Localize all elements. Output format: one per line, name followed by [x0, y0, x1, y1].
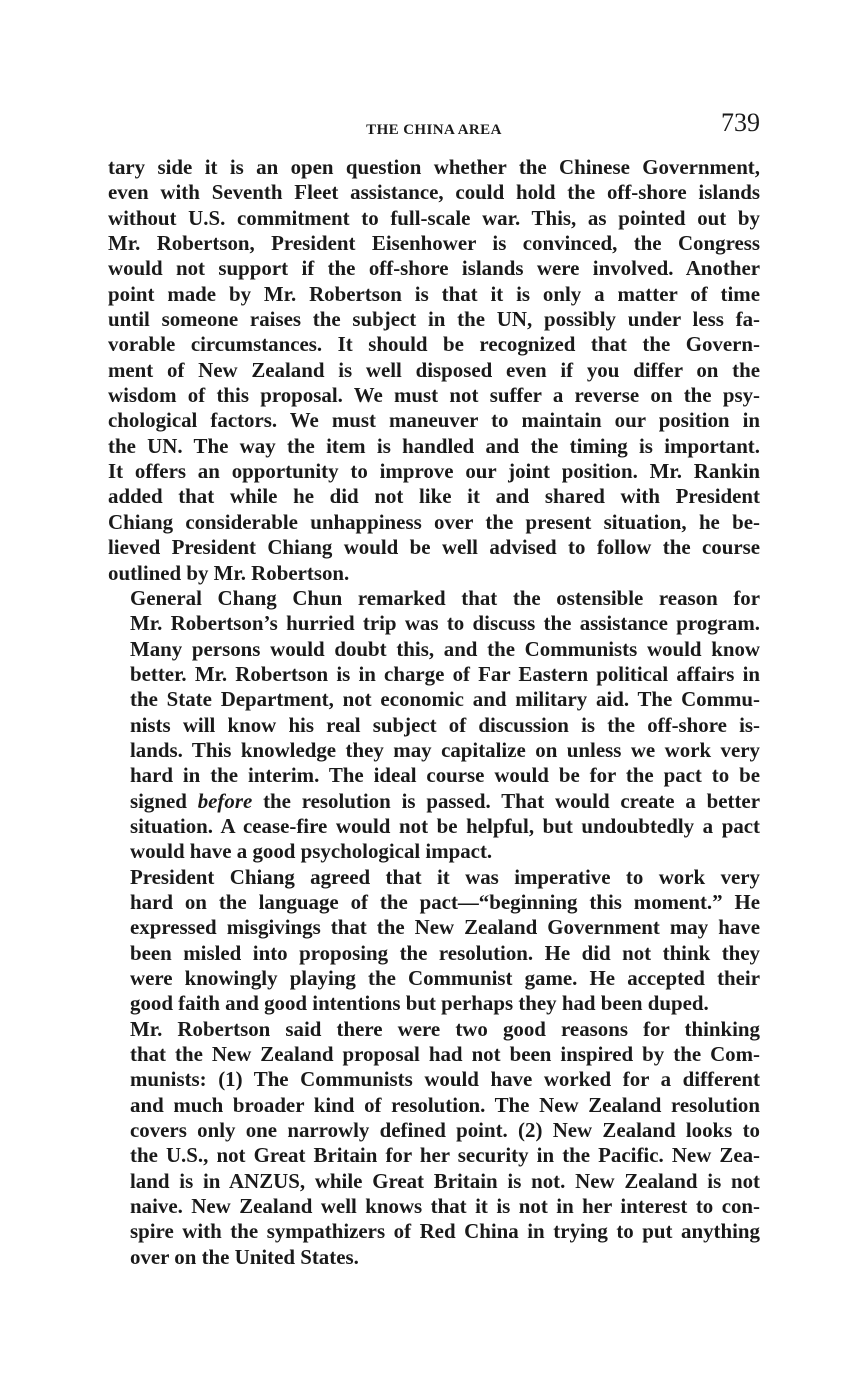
text-line: outlined by Mr. Robertson.: [108, 560, 350, 585]
text-line: point made by Mr. Robertson is that it is only a matter of time: [108, 281, 760, 306]
text-line: munists: (1) The Communists would have worked for a different: [130, 1067, 760, 1092]
text-line: lands. This knowledge they may capitalize on unless we work very: [130, 737, 760, 762]
text-line: would have a good psychological impact.: [130, 839, 493, 864]
text-line: the State Department, not economic and military aid. The Commu-: [130, 687, 760, 712]
text-line: the UN. The way the item is handled and the timing is important.: [108, 433, 760, 458]
paragraph-2: [108, 586, 760, 865]
text-line: good faith and good intentions but perhaps they had been duped.: [130, 991, 709, 1016]
text-line: even with Seventh Fleet assistance, could hold the off-shore islands: [108, 180, 760, 205]
text-line: until someone raises the subject in the UN, possibly under less fa-: [108, 307, 760, 332]
text-line: Many persons would doubt this, and the Communists would know: [130, 636, 760, 661]
running-title: THE CHINA AREA: [366, 122, 502, 138]
paragraph-3: [108, 865, 760, 1017]
text-line: ment of New Zealand is well disposed even if you differ on the: [108, 357, 760, 382]
text-line: better. Mr. Robertson is in charge of Far Eastern political affairs in: [130, 661, 760, 686]
text-line: President Chiang agreed that it was imperative to work very: [130, 864, 760, 889]
body-text: [108, 155, 760, 1270]
text-line: added that while he did not like it and shared with President: [108, 484, 760, 509]
text-line: land is in ANZUS, while Great Britain is not. New Zealand is not: [130, 1168, 760, 1193]
text-segment: signed: [130, 788, 198, 813]
text-line: expressed misgivings that the New Zealand Government may have: [130, 915, 760, 940]
text-line: over on the United States.: [130, 1244, 359, 1269]
text-line: and much broader kind of resolution. The New Zealand resolution: [130, 1092, 760, 1117]
text-line: hard on the language of the pact—“beginning this moment.” He: [130, 889, 760, 914]
text-line: would not support if the off-shore islands were involved. Another: [108, 256, 760, 281]
text-line: were knowingly playing the Communist game. He accepted their: [130, 966, 760, 990]
text-line: Mr. Robertson’s hurried trip was to discuss the assistance program.: [130, 611, 760, 636]
text-line: vorable circumstances. It should be recognized that the Govern-: [108, 332, 760, 357]
text-line: Mr. Robertson, President Eisenhower is convinced, the Congress: [108, 231, 760, 256]
text-line: covers only one narrowly defined point. (2) New Zealand looks to: [130, 1118, 760, 1143]
paragraph-4: [108, 1017, 760, 1270]
text-line: naive. New Zealand well knows that it is not in her interest to con-: [130, 1194, 760, 1219]
text-line: General Chang Chun remarked that the ostensible reason for: [130, 585, 760, 610]
page-number: 739: [721, 108, 760, 137]
text-line: the U.S., not Great Britain for her security in the Pacific. New Zea-: [130, 1143, 760, 1168]
text-line: that the New Zealand proposal had not been inspired by the Com-: [130, 1042, 760, 1067]
text-line: [108, 789, 760, 814]
text-line: Mr. Robertson said there were two good reasons for thinking: [130, 1016, 760, 1041]
text-line: tary side it is an open question whether the Chinese Government,: [108, 155, 760, 179]
text-line: lieved President Chiang would be well advised to follow the course: [108, 535, 760, 560]
text-segment: the resolution is passed. That would create a better: [252, 788, 760, 813]
text-line: without U.S. commitment to full-scale war. This, as pointed out by: [108, 205, 760, 230]
text-line: spire with the sympathizers of Red China in trying to put anything: [130, 1219, 760, 1244]
text-line: wisdom of this proposal. We must not suffer a reverse on the psy-: [108, 383, 760, 408]
emphasis-before: before: [197, 788, 253, 813]
text-line: hard in the interim. The ideal course would be for the pact to be: [130, 763, 760, 788]
text-line: Chiang considerable unhappiness over the present situation, he be-: [108, 509, 760, 534]
text-line: been misled into proposing the resolution. He did not think they: [130, 940, 760, 965]
text-line: chological factors. We must maneuver to maintain our position in: [108, 408, 760, 433]
paragraph-1: [108, 155, 760, 586]
text-line: nists will know his real subject of discussion is the off-shore is-: [130, 712, 760, 737]
text-line: It offers an opportunity to improve our joint position. Mr. Rankin: [108, 459, 760, 484]
text-line: situation. A cease-fire would not be helpful, but undoubtedly a pact: [130, 813, 760, 838]
running-header: [0, 106, 868, 146]
